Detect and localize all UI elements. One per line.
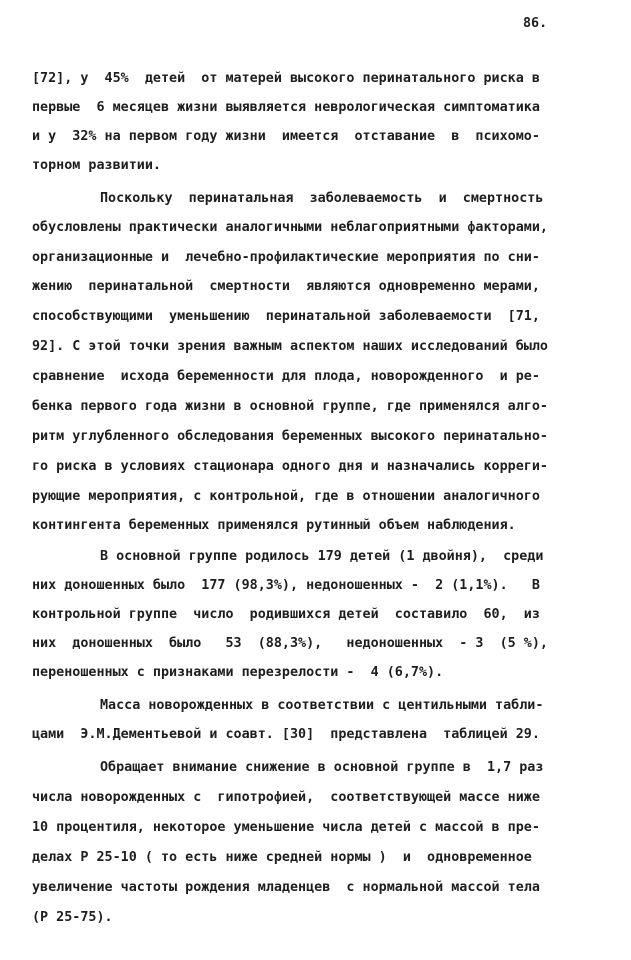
page-number: 86. — [523, 16, 548, 31]
text-line: торном развитии. — [32, 158, 161, 173]
text-line: бенка первого года жизни в основной группе, где применялся алго- — [32, 399, 548, 414]
text-line: (Р 25-75). — [32, 910, 113, 925]
text-line: и у 32% на первом году жизни имеется отставание в психомо- — [32, 129, 540, 144]
text-line: делах Р 25-10 ( то есть ниже средней нормы ) и одновременное — [32, 850, 532, 865]
text-line: цами Э.М.Дементьевой и соавт. [30] представлена таблицей 29. — [32, 727, 540, 742]
text-line: Обращает внимание снижение в основной группе в 1,7 раз — [100, 760, 544, 775]
text-line: контрольной группе число родившихся детей составило 60, из — [32, 607, 540, 622]
text-line: способствующими уменьшению перинатальной заболеваемости [71, — [32, 309, 540, 324]
text-line: них доношенных было 53 (88,3%), недоношенных - 3 (5 %), — [32, 636, 548, 651]
text-line: В основной группе родилось 179 детей (1 двойня), среди — [100, 549, 544, 564]
text-line: рующие мероприятия, с контрольной, где в отношении аналогичного — [32, 489, 540, 504]
text-line: контингента беременных применялся рутинный объем наблюдения. — [32, 518, 516, 533]
text-line: Поскольку перинатальная заболеваемость и смертность — [100, 191, 544, 206]
text-line: обусловлены практически аналогичными неблагоприятными факторами, — [32, 220, 548, 235]
text-line: переношенных с признаками перезрелости - 4 (6,7%). — [32, 665, 444, 680]
text-line: числа новорожденных с гипотрофией, соответствующей массе ниже — [32, 790, 540, 805]
text-line: увеличение частоты рождения младенцев с нормальной массой тела — [32, 880, 540, 895]
text-line: Масса новорожденных в соответствии с центильными табли- — [100, 698, 544, 713]
text-line: сравнение исхода беременности для плода, новорожденного и ре- — [32, 369, 540, 384]
text-line: организационные и лечебно-профилактические мероприятия по сни- — [32, 250, 540, 265]
text-line: первые 6 месяцев жизни выявляется неврологическая симптоматика — [32, 100, 540, 115]
text-line: 10 процентиля, некоторое уменьшение числа детей с массой в пре- — [32, 820, 540, 835]
text-line: 92]. С этой точки зрения важным аспектом наших исследований было — [32, 339, 548, 354]
text-line: го риска в условиях стационара одного дня и назначались корреги- — [32, 459, 548, 474]
text-line: ритм углубленного обследования беременных высокого перинатально- — [32, 429, 548, 444]
text-line: них доношенных было 177 (98,3%), недоношенных - 2 (1,1%). В — [32, 578, 540, 593]
text-line: жению перинатальной смертности являются одновременно мерами, — [32, 279, 540, 294]
text-line: [72], у 45% детей от матерей высокого перинатального риска в — [32, 71, 540, 86]
